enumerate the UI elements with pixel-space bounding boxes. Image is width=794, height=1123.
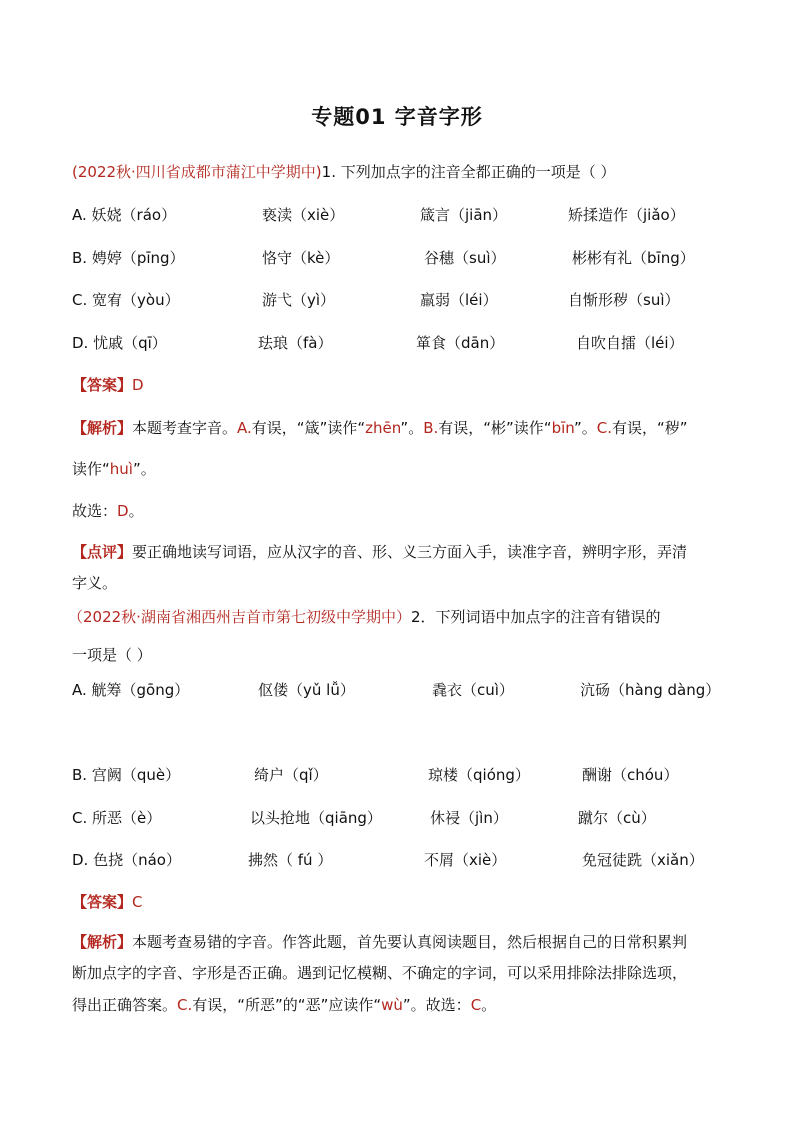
q1-analysis-text: A. [237,419,252,437]
q1-analysis-text: 有误，“秽” [612,419,688,437]
question-2-header [68,607,728,627]
q1-analysis-text: 读作“ [72,460,110,478]
q1-select [72,501,732,521]
q1-comment-line-1 [72,542,732,562]
q1-comment-text: 字义。 [72,574,118,592]
q2-answer-value: C [132,893,143,911]
q2-analysis-text: 本题考查易错的字音。作答此题，首先要认真阅读题目，然后根据自己的日常积累判 [132,933,688,951]
q2-analysis-tag: 【解析】 [72,933,133,951]
q1-option-b-4: 彬彬有礼（bīng） [572,249,695,267]
q2-option-c-3: 休祲（jìn） [430,809,508,827]
q2-option-b-1: B. 宫阙（què） [72,766,181,784]
q1-analysis-text: ”。 [400,419,424,437]
q2-analysis-text: C. [177,996,193,1014]
q2-analysis-text: 。 [481,996,497,1014]
q2-option-b-3: 琼楼（qióng） [428,766,530,784]
q1-select-value: D [117,502,129,520]
q2-option-a-4: 沆砀（hàng dàng） [580,681,721,699]
q1-answer [72,375,732,395]
q2-option-b-4: 酬谢（chóu） [582,766,679,784]
question-2-stem: 一项是（ ） [72,646,152,664]
q2-answer-tag: 【答案】 [72,893,133,911]
q2-option-b-2: 绮户（qǐ） [254,766,328,784]
q1-analysis-text: bīn [551,419,574,437]
q1-comment-text: 要正确地读写词语，应从汉字的音、形、义三方面入手，读准字音，辨明字形，弄清 [132,543,688,561]
q1-option-b-1: B. 娉婷（pīng） [72,249,185,267]
question-2-stem-line-2 [72,645,732,665]
q2-option-a-3: 毳衣（cuì） [432,681,514,699]
q1-comment-tag: 【点评】 [72,543,133,561]
q1-analysis-line-2 [72,459,732,479]
q1-option-d-1: D. 忧戚（qī） [72,334,167,352]
q1-analysis-text: 有误，“箴”读作“ [251,419,366,437]
q2-option-d-1: D. 色挠（náo） [72,851,181,869]
q2-analysis-line-3 [72,995,732,1015]
q1-option-a-2: 亵渎（xiè） [262,206,345,224]
q1-analysis-line-1 [72,418,732,438]
q1-analysis-text: B. [423,419,439,437]
q2-option-d-3: 不屑（xiè） [424,851,507,869]
q1-analysis-text: 本题考查字音。 [132,419,238,437]
q2-analysis-text: 得出正确答案。 [72,996,178,1014]
q2-analysis-text: C [470,996,482,1014]
q1-option-d-2: 珐琅（fà） [258,334,333,352]
q1-option-a-4: 矫揉造作（jiǎo） [568,206,685,224]
q1-option-d-3: 箪食（dān） [416,334,505,352]
q2-analysis-text: wù [381,996,403,1014]
q1-option-a-1: A. 妖娆（ráo） [72,206,177,224]
question-2-stem: 2．下列词语中加点字的注音有错误的 [410,608,661,626]
q1-answer-tag: 【答案】 [72,376,133,394]
q2-option-c-1: C. 所恶（è） [72,809,162,827]
q2-analysis-text: 断加点字的字音、字形是否正确。遇到记忆模糊、不确定的字词，可以采用排除法排除选项， [72,964,688,982]
q1-analysis-text: ”。 [132,460,156,478]
q1-option-d-4: 自吹自擂（léi） [576,334,684,352]
q1-option-c-1: C. 宽宥（yòu） [72,291,180,309]
q1-option-c-3: 羸弱（léi） [420,291,498,309]
q2-analysis-text: 有误，“所恶”的“恶”应读作“ [192,996,382,1014]
q2-option-a-1: A. 觥筹（gōng） [72,681,190,699]
q1-option-b-3: 谷穗（suì） [424,249,506,267]
q2-analysis-text: ”。故选： [402,996,471,1014]
q1-option-c-2: 游弋（yì） [262,291,336,309]
q2-analysis-line-2 [72,963,732,983]
q1-option-a-3: 箴言（jiān） [420,206,508,224]
page-title: 专题01 字音字形 [311,105,483,129]
q1-comment-line-2 [72,573,732,593]
question-2-source: （2022秋·湖南省湘西州吉首市第七初级中学期中） [68,608,411,626]
question-1-source: (2022秋·四川省成都市蒲江中学期中) [72,163,322,181]
q1-select-label: 故选： [72,502,118,520]
q1-answer-value: D [132,376,144,394]
q2-analysis-line-1 [72,932,732,952]
q2-option-c-2: 以头抢地（qiāng） [250,809,382,827]
q1-option-b-2: 恪守（kè） [262,249,340,267]
q1-analysis-text: ”。 [573,419,597,437]
q1-option-c-4: 自惭形秽（suì） [568,291,680,309]
question-1-header [72,162,732,182]
q2-option-c-4: 蹴尔（cù） [578,809,656,827]
q1-analysis-tag: 【解析】 [72,419,133,437]
q2-option-a-2: 伛偻（yǔ lǚ） [258,681,355,699]
q2-option-d-4: 免冠徒跣（xiǎn） [582,851,704,869]
q1-analysis-text: huì [109,460,133,478]
question-1-stem: 1. 下列加点字的注音全都正确的一项是（ ） [321,163,616,181]
q1-analysis-text: 有误，“彬”读作“ [438,419,552,437]
q2-answer [72,892,732,912]
q1-analysis-text: C. [596,419,613,437]
q1-select-end: 。 [128,502,144,520]
q2-option-d-2: 拂然（ fú ） [248,851,333,869]
q1-analysis-text: zhēn [365,419,401,437]
